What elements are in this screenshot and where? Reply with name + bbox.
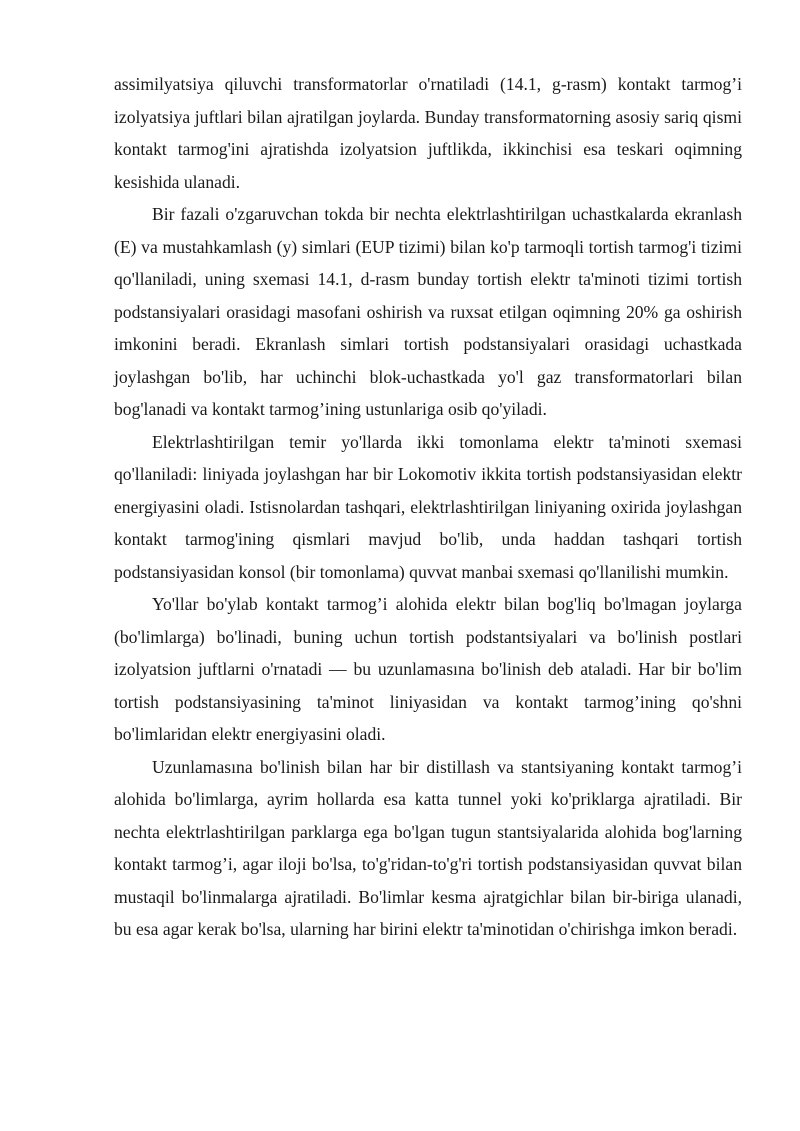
paragraph-3: Elektrlashtirilgan temir yo'llarda ikki tomonlama elektr ta'minoti sxemasi qo'llaniladi: liniyada joylashgan har bir Lokomotiv ikkita tortish podstansiyasidan elektr energiyasini oladi. Istisnolardan tashqari, elektrlashtirilgan liniyaning oxirida joylashgan kontakt tarmog'ining qismlari mavjud bo'lib, unda haddan tashqari tortish podstansiyasidan konsol (bir tomonlama) quvvat manbai sxemasi qo'llanilishi mumkin. [114, 431, 742, 582]
paragraph-2: Bir fazali o'zgaruvchan tokda bir nechta elektrlashtirilgan uchastkalarda ekranlash (E) va mustahkamlash (y) simlari (EUP tizimi) bilan ko'p tarmoqli tortish tarmog'i tizimi qo'llaniladi, uning sxemasi 14.1, d-rasm bunday tortish elektr ta'minoti tizimi tortish podstansiyalari orasidagi masofani oshirish va ruxsat etilgan oqimning 20% ga oshirish imkonini beradi. Ekranlash simlari tortish podstansiyalari orasidagi uchastkada joylashgan bo'lib, har uchinchi blok-uchastkada yo'l gaz transformatorlari bilan bog'lanadi va kontakt tarmog’ining ustunlariga osib qo'yiladi. [114, 204, 742, 419]
paragraph-4: Yo'llar bo'ylab kontakt tarmog’i alohida elektr bilan bog'liq bo'lmagan joylarga (bo'limlarga) bo'linadi, buning uchun tortish podstantsiyalari va bo'linish postlari izolyatsion juftlarni o'rnatadi — bu uzunlamasına bo'linish deb ataladi. Har bir bo'lim tortish podstansiyasining ta'minot liniyasidan va kontakt tarmog’ining qo'shni bo'limlaridan elektr energiyasini oladi. [114, 594, 742, 744]
paragraph-5: Uzunlamasına bo'linish bilan har bir distillash va stantsiyaning kontakt tarmog’i alohida bo'limlarga, ayrim hollarda esa katta tunnel yoki ko'priklarga ajratiladi. Bir nechta elektrlashtirilgan parklarga ega bo'lgan tugun stantsiyalarida alohida bog'larning kontakt tarmog’i, agar iloji bo'lsa, to'g'ridan-to'g'ri tortish podstansiyasidan quvvat bilan mustaqil bo'linmalarga ajratiladi. Bo'limlar kesma ajratgichlar bilan bir-biriga ulanadi, bu esa agar kerak bo'lsa, ularning har birini elektr ta'minotidan o'chirishga imkon beradi. [114, 756, 742, 939]
paragraph-1: assimilyatsiya qiluvchi transformatorlar o'rnatiladi (14.1, g-rasm) kontakt tarmog’i izolyatsiya juftlari bilan ajratilgan joylarda. Bunday transformatorning asosiy sariq qismi kontakt tarmog'ini ajratishda izolyatsion juftlikda, ikkinchisi esa teskari oqimning kesishida ulanadi. [114, 74, 742, 192]
document-page [114, 68, 742, 946]
